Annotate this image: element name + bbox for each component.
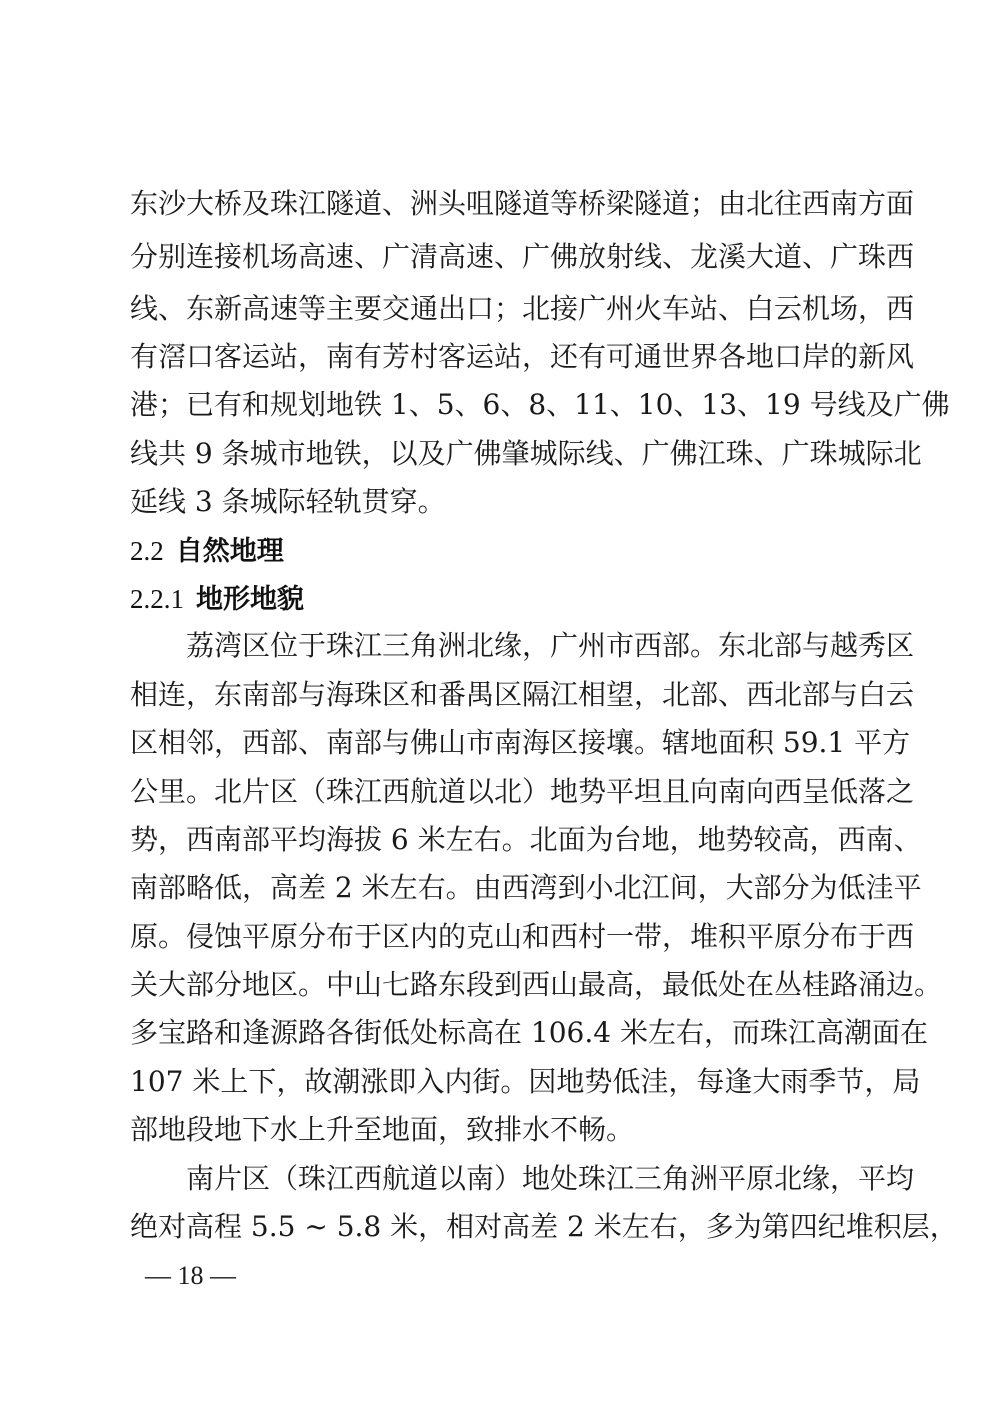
text-line: 港；已有和规划地铁 1、5、6、8、11、10、13、19 号线及广佛 — [130, 388, 950, 421]
text-line: 原。侵蚀平原分布于区内的克山和西村一带，堆积平原分布于西 — [130, 920, 915, 953]
text-line: 部地段地下水上升至地面，致排水不畅。 — [130, 1113, 635, 1146]
subsection-heading — [130, 580, 304, 618]
text-line: 关大部分地区。中山七路东段到西山最高，最低处在丛桂路涌边。 — [130, 968, 943, 1001]
text-line: 南片区（珠江西航道以南）地处珠江三角洲平原北缘，平均 — [186, 1162, 915, 1195]
text-line: 东沙大桥及珠江隧道、洲头咀隧道等桥梁隧道；由北往西南方面 — [130, 187, 915, 220]
subsection-number: 2.2.1 — [130, 584, 184, 614]
subsection-title: 地形地貌 — [196, 584, 304, 615]
text-line: 公里。北片区（珠江西航道以北）地势平坦且向南向西呈低落之 — [130, 775, 915, 808]
text-line: 势，西南部平均海拔 6 米左右。北面为台地，地势较高，西南、 — [130, 823, 922, 856]
section-number: 2.2 — [130, 536, 164, 566]
text-line: 绝对高程 5.5 ~ 5.8 米，相对高差 2 米左右，多为第四纪堆积层， — [130, 1210, 958, 1243]
section-title: 自然地理 — [175, 536, 284, 567]
text-line: 线共 9 条城市地铁，以及广佛肇城际线、广佛江珠、广珠城际北 — [130, 437, 922, 470]
text-line: 线、东新高速等主要交通出口；北接广州火车站、白云机场，西 — [130, 292, 915, 325]
text-line: 区相邻，西部、南部与佛山市南海区接壤。辖地面积 59.1 平方 — [130, 726, 911, 759]
text-line: 相连，东南部与海珠区和番禺区隔江相望，北部、西北部与白云 — [130, 678, 915, 711]
section-heading — [130, 532, 284, 570]
text-line: 107 米上下，故潮涨即入内街。因地势低洼，每逢大雨季节，局 — [130, 1065, 921, 1098]
text-line: 延线 3 条城际轻轨贯穿。 — [130, 485, 446, 518]
text-line: 有滘口客运站，南有芳村客运站，还有可通世界各地口岸的新风 — [130, 340, 915, 373]
text-line: 分别连接机场高速、广清高速、广佛放射线、龙溪大道、广珠西 — [130, 240, 915, 273]
page-number: — 18 — — [145, 1261, 236, 1290]
text-line: 多宝路和逢源路各街低处标高在 106.4 米左右，而珠江高潮面在 — [130, 1016, 928, 1049]
text-line: 荔湾区位于珠江三角洲北缘，广州市西部。东北部与越秀区 — [186, 629, 915, 662]
text-line: 南部略低，高差 2 米左右。由西湾到小北江间，大部分为低洼平 — [130, 871, 922, 904]
